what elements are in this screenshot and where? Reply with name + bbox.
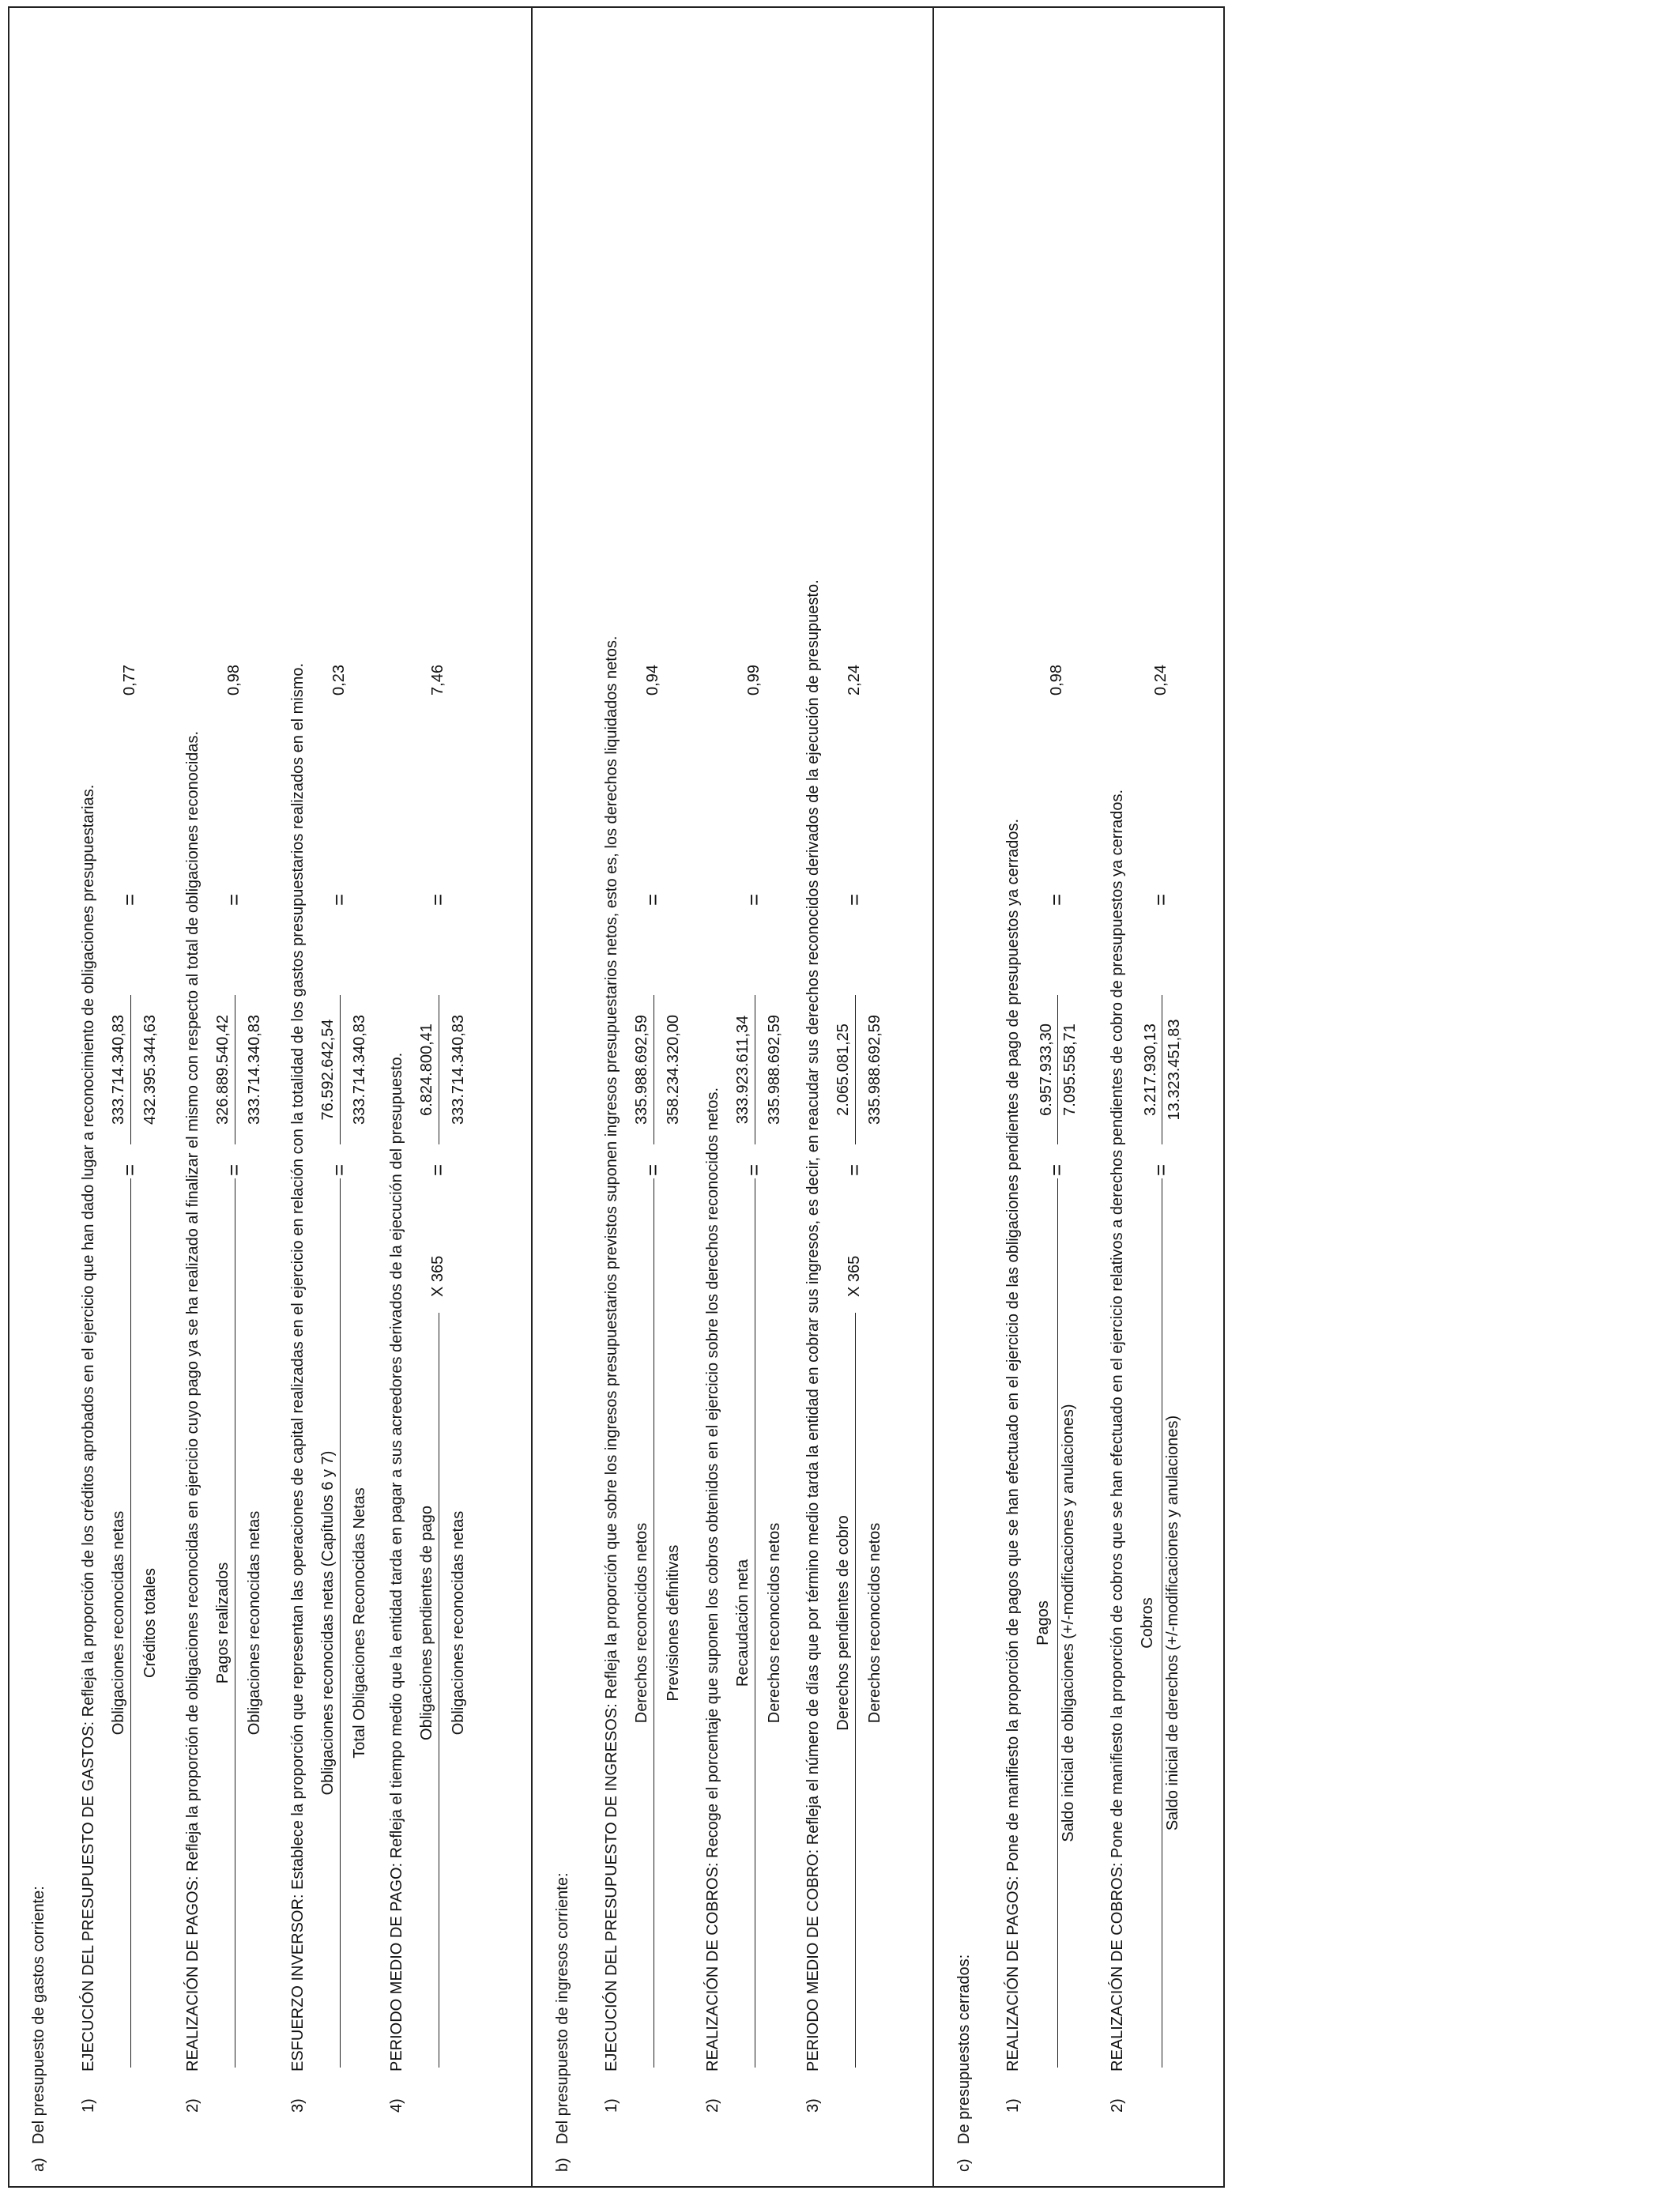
numerator-value: 6.957.933,30 [1038,1023,1055,1116]
indicator-result: 0,99 [745,665,763,696]
indicator-description: ESFUERZO INVERSOR: Establece la proporción que representan las operaciones de capital realizadas en el ejercicio en relación con la totalidad de los gastos presupuestarios realizados en el mismo. [289,662,307,2071]
indicator-description: PERIODO MEDIO DE COBRO: Refleja el número de días que por término medio tarda la entidad en cobrar sus ingresos, es decir, en reacudar sus derechos reconocidos derivados de la ejecución de presupuesto. [804,579,822,2071]
equals-sign: = [118,893,141,906]
denominator-label: Obligaciones reconocidas netas [450,1510,467,1736]
denominator-label: Previsiones definitivas [665,1544,682,1702]
denominator-label: Créditos totales [141,1568,159,1678]
equals-sign: = [1149,1163,1173,1176]
numerator-label: Derechos pendientes de cobro [834,1515,852,1731]
indicator-result: 0,24 [1152,665,1170,696]
multiplier: X 365 [429,1255,446,1297]
multiplier: X 365 [846,1255,863,1297]
numerator-value: 326.889.540,42 [214,1014,232,1125]
value-fraction-line [855,995,856,1144]
item-number: 3) [289,2098,307,2113]
section-divider [932,6,934,2188]
denominator-label: Obligaciones reconocidas netas [246,1510,263,1736]
item-number: 2) [184,2098,202,2113]
denominator-value: 13.323.451,83 [1166,1019,1183,1121]
numerator-label: Recaudación neta [734,1559,751,1687]
denominator-value: 335.988.692,59 [866,1014,883,1125]
indicator-result: 0,23 [330,665,348,696]
indicator-description: REALIZACIÓN DE PAGOS: Pone de manifiesto la proporción de pagos que se han efectuado en el ejercicio de las obligaciones pendientes de pago de presupuestos ya cerrados. [1004,818,1022,2071]
denominator-label: Derechos reconocidos netos [866,1522,883,1724]
denominator-label: Saldo inicial de obligaciones (+/-modificaciones y anulaciones) [1060,1404,1077,1842]
value-fraction-line [130,995,131,1144]
indicator-result: 0,94 [644,665,661,696]
numerator-value: 6.824.800,41 [418,1023,435,1116]
equals-sign: = [222,1163,246,1176]
denominator-label: Total Obligaciones Reconocidas Netas [351,1487,368,1759]
indicator-result: 2,24 [846,665,863,696]
numerator-label: Pagos [1034,1600,1052,1646]
indicator-description: EJECUCIÓN DEL PRESUPUESTO DE INGRESOS: Refleja la proporción que sobre los ingresos presupuestarios previstos suponen ingresos presupuestarios netos, esto es, los derechos liquidados netos. [603,635,620,2071]
numerator-label: Pagos realizados [214,1562,232,1684]
numerator-label: Cobros [1139,1597,1156,1649]
numerator-label: Obligaciones reconocidas netas (Capítulos 6 y 7) [319,1450,337,1796]
denominator-value: 432.395.344,63 [141,1014,159,1125]
numerator-label: Obligaciones reconocidas netas [110,1510,127,1736]
indicator-result: 0,77 [121,665,138,696]
equals-sign: = [641,893,665,906]
section-letter: b) [554,2158,571,2172]
equals-sign: = [742,893,766,906]
item-number: 1) [80,2098,97,2113]
item-number: 4) [388,2098,405,2113]
numerator-value: 335.988.692,59 [633,1014,650,1125]
equals-sign: = [1149,893,1173,906]
section-title: Del presupuesto de gastos corriente: [30,1886,47,2144]
denominator-value: 333.714.340,83 [351,1014,368,1125]
denominator-label: Derechos reconocidos netos [766,1522,783,1724]
equals-sign: = [426,1163,450,1176]
item-number: 1) [603,2098,620,2113]
numerator-value: 76.592.642,54 [319,1019,337,1121]
equals-sign: = [842,1163,866,1176]
section-divider [531,6,533,2188]
indicator-description: PERIODO MEDIO DE PAGO: Refleja el tiempo medio que la entidad tarda en pagar a sus acreedores derivados de la ejecución del presupuesto. [388,1052,405,2071]
equals-sign: = [1045,893,1068,906]
indicator-description: REALIZACIÓN DE PAGOS: Refleja la proporción de obligaciones reconocidas en ejercicio cuyo pago ya se ha realizado al finalizar el mismo con respecto al total de obligaciones reconocidas. [184,730,202,2071]
fraction-line [855,1313,856,2068]
indicator-description: EJECUCIÓN DEL PRESUPUESTO DE GASTOS: Refleja la proporción de los créditos aprobados en el ejercicio que han dado lugar a reconocimiento de obligaciones presupuestarias. [80,784,97,2071]
section-letter: c) [955,2158,973,2172]
section-letter: a) [30,2158,47,2172]
fraction-line [1057,1178,1058,2068]
item-number: 3) [804,2098,822,2113]
indicator-result: 0,98 [1048,665,1065,696]
equals-sign: = [1045,1163,1068,1176]
denominator-value: 358.234.320,00 [665,1014,682,1125]
item-number: 2) [704,2098,721,2113]
numerator-value: 333.923.611,34 [734,1015,751,1125]
equals-sign: = [327,1163,351,1176]
denominator-value: 7.095.558,71 [1061,1023,1079,1116]
denominator-value: 335.988.692,59 [766,1014,783,1125]
indicator-result: 7,46 [429,665,446,696]
equals-sign: = [641,1163,665,1176]
item-number: 1) [1004,2098,1022,2113]
equals-sign: = [327,893,351,906]
value-fraction-line [340,995,341,1144]
equals-sign: = [426,893,450,906]
denominator-label: Saldo inicial de derechos (+/-modificaciones y anulaciones) [1164,1415,1181,1831]
equals-sign: = [222,893,246,906]
equals-sign: = [842,893,866,906]
denominator-value: 333.714.340,83 [450,1014,467,1125]
numerator-value: 333.714.340,83 [110,1014,127,1125]
indicator-result: 0,98 [225,665,243,696]
section-title: De presupuestos cerrados: [955,1954,973,2144]
numerator-label: Obligaciones pendientes de pago [418,1506,435,1740]
indicator-description: REALIZACIÓN DE COBROS: Pone de manifiesto la proporción de cobros que se han efectuado en el ejercicio relativos a derechos pendientes de cobro de presupuestos ya cerrados. [1109,789,1126,2071]
numerator-value: 2.065.081,25 [834,1023,852,1116]
denominator-value: 333.714.340,83 [246,1014,263,1125]
numerator-value: 3.217.930,13 [1142,1023,1159,1116]
value-fraction-line [1057,995,1058,1144]
section-title: Del presupuesto de ingresos corriente: [554,1872,571,2144]
numerator-label: Derechos reconocidos netos [633,1522,650,1724]
item-number: 2) [1109,2098,1126,2113]
equals-sign: = [118,1163,141,1176]
fraction-line [130,1178,131,2068]
fraction-line [340,1178,341,2068]
equals-sign: = [742,1163,766,1176]
indicator-description: REALIZACIÓN DE COBROS: Recoge el porcentaje que suponen los cobros obtenidos en el ejercicio sobre los derechos reconocidos netos. [704,1087,721,2071]
